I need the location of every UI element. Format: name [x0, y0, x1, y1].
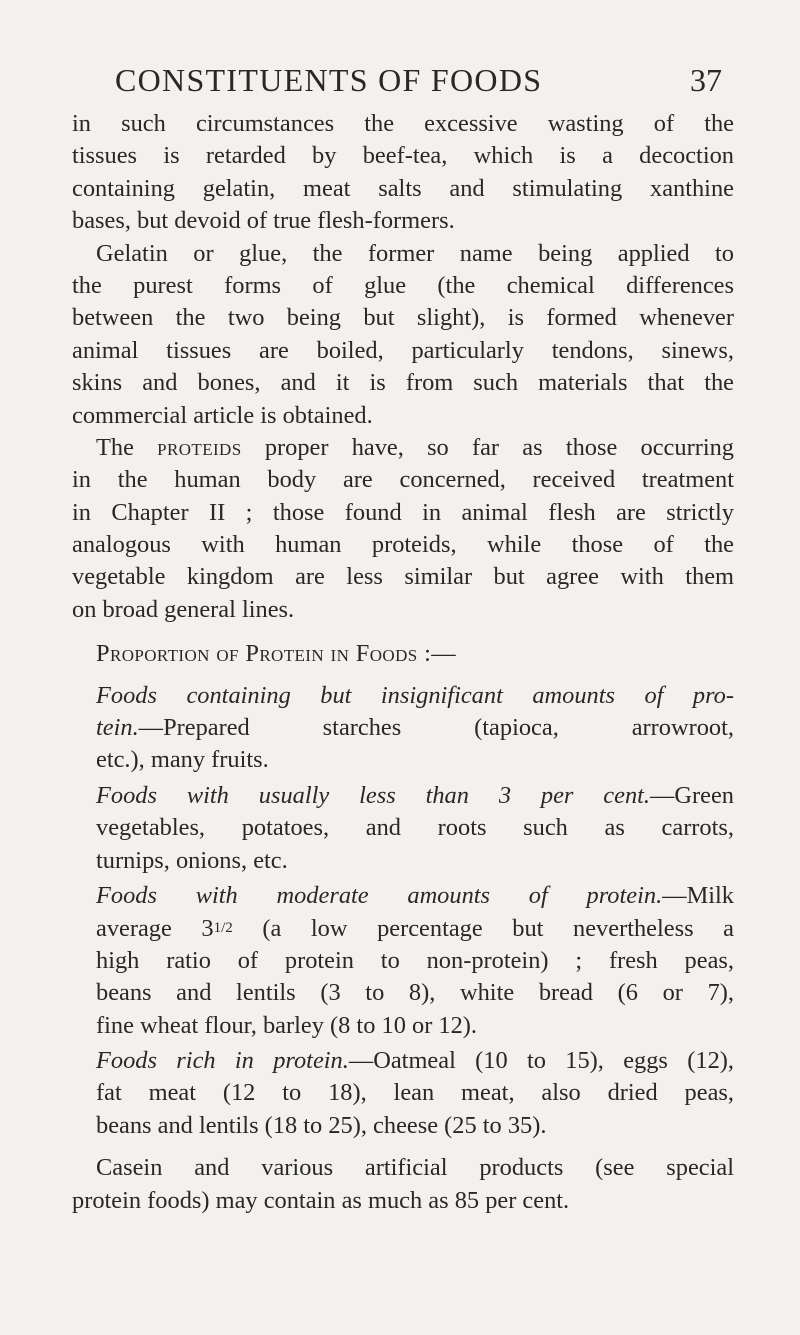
category-moderate-protein: [72, 880, 734, 1042]
text-fragment: (a low percentage but nevertheless a: [232, 915, 735, 943]
section-heading: Proportion of Protein in Foods :—: [96, 640, 457, 668]
text-line: animal tissues are boiled, particularly tendons, sinews,: [72, 336, 734, 364]
text-line: containing gelatin, meat salts and stimulating xanthine: [72, 174, 734, 202]
text-line: etc.), many fruits.: [96, 746, 269, 774]
text-fragment: average 3: [96, 915, 214, 943]
text-line: vegetables, potatoes, and roots such as carrots,: [96, 814, 734, 842]
protein-category-list: [72, 680, 734, 1142]
running-header: [0, 60, 800, 100]
text-line: [72, 680, 734, 712]
fraction: 1/2: [213, 920, 233, 937]
text-line: beans and lentils (18 to 25), cheese (25 to 35).: [96, 1111, 547, 1139]
text-line: high ratio of protein to non-protein) ; fresh peas,: [96, 946, 734, 974]
paragraph-proteids: [72, 432, 734, 626]
text-fragment: —Milk: [662, 881, 734, 909]
text-line: Casein and various artificial products (see special: [96, 1154, 734, 1182]
text-line: fat meat (12 to 18), lean meat, also dried peas,: [96, 1079, 734, 1107]
proteids-term: proteids: [157, 433, 242, 461]
text-line: in such circumstances the excessive wasting of the: [72, 110, 734, 137]
paragraph-casein: [72, 1152, 734, 1217]
category-label: tein.: [96, 714, 139, 742]
text-line: vegetable kingdom are less similar but agree with them: [72, 563, 734, 591]
category-rich-protein: [72, 1045, 734, 1142]
text-fragment: —Prepared starches (tapioca, arrowroot,: [138, 714, 734, 742]
text-line: turnips, onions, etc.: [96, 846, 288, 874]
text-fragment: proper have, so far as those occurring: [241, 433, 734, 461]
text-line: [72, 880, 734, 912]
paragraph-beef-tea: [72, 108, 734, 238]
text-line: skins and bones, and it is from such materials that the: [72, 369, 734, 397]
text-fragment: The: [96, 433, 158, 461]
text-line: in Chapter II ; those found in animal flesh are strictly: [72, 498, 734, 526]
text-line: [72, 780, 734, 812]
text-line: beans and lentils (3 to 8), white bread (6 or 7),: [96, 979, 734, 1007]
text-line: bases, but devoid of true flesh-formers.: [72, 207, 455, 235]
text-line: in the human body are concerned, received treatment: [72, 466, 734, 494]
body-text: [72, 108, 734, 1217]
text-line: [72, 912, 734, 944]
page-number: 37: [690, 62, 722, 98]
category-label: Foods with usually less than 3 per cent.: [96, 781, 651, 809]
text-line: protein foods) may contain as much as 85 per cent.: [72, 1186, 570, 1214]
text-line: fine wheat flour, barley (8 to 10 or 12).: [96, 1011, 478, 1039]
category-label: Foods rich in protein.: [96, 1046, 349, 1074]
category-insignificant-protein: [72, 680, 734, 777]
running-title: CONSTITUENTS OF FOODS: [115, 62, 543, 98]
text-line: [72, 712, 734, 744]
text-line: [72, 1045, 734, 1077]
category-label: Foods containing but insignificant amounts of pro-: [96, 681, 734, 709]
text-line: the purest forms of glue (the chemical differences: [72, 271, 734, 299]
text-line: commercial article is obtained.: [72, 401, 373, 429]
text-line: tissues is retarded by beef-tea, which is a decoction: [72, 142, 734, 170]
category-low-protein: [72, 780, 734, 877]
text-line: on broad general lines.: [72, 595, 295, 623]
paragraph-gelatin: [72, 238, 734, 432]
category-label: Foods with moderate amounts of protein.: [96, 881, 663, 909]
text-line: between the two being but slight), is formed whenever: [72, 304, 734, 332]
text-line: [72, 432, 734, 464]
text-line: Gelatin or glue, the former name being applied to: [96, 239, 734, 267]
text-fragment: —Green: [650, 781, 734, 809]
text-line: analogous with human proteids, while those of the: [72, 531, 734, 559]
text-fragment: —Oatmeal (10 to 15), eggs (12),: [348, 1046, 734, 1074]
